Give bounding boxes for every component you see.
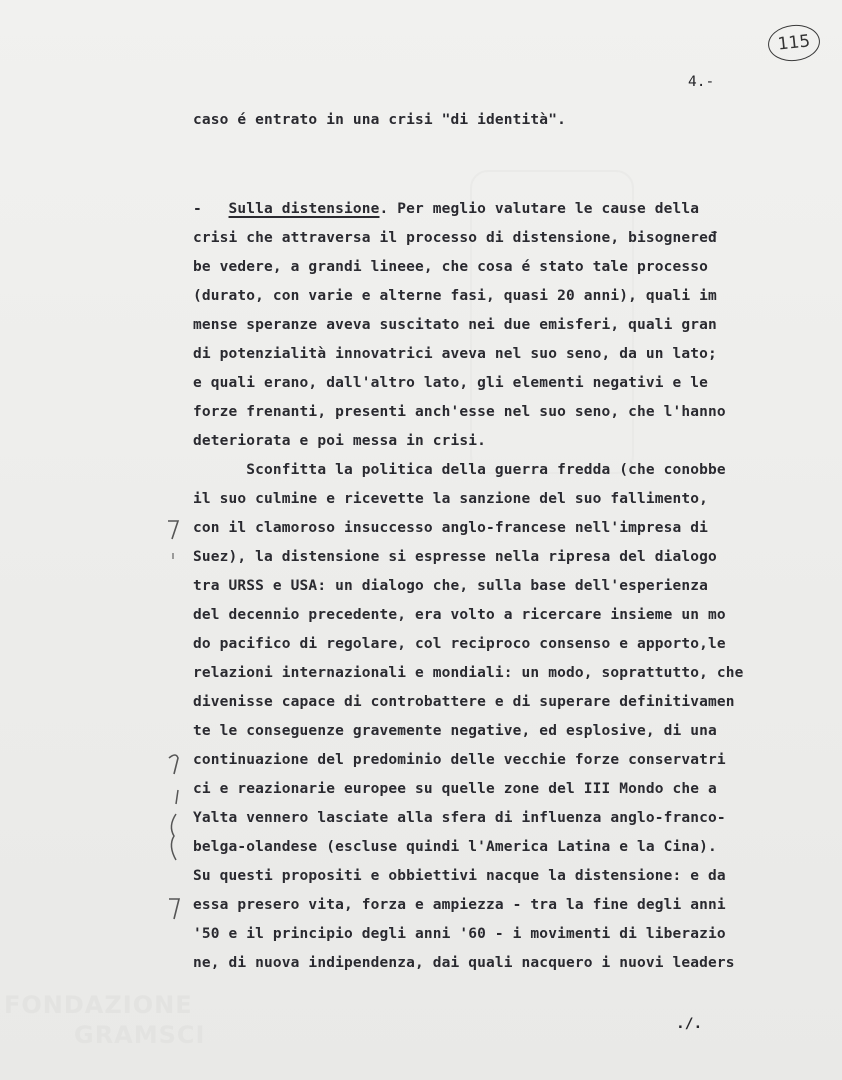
- text-line: '50 e il principio degli anni '60 - i movimenti di liberazio: [193, 926, 726, 942]
- text-line: con il clamoroso insuccesso anglo-francese nell'impresa di: [193, 520, 709, 536]
- text-line: Su questi propositi e obbiettivi nacque la distensione: e da: [193, 868, 726, 884]
- page-number: 4.-: [688, 74, 715, 90]
- text-line: tra URSS e USA: un dialogo che, sulla base dell'esperienza: [193, 578, 709, 594]
- text-line: ci e reazionarie europee su quelle zone del III Mondo che a: [193, 781, 717, 797]
- text-line: forze frenanti, presenti anch'esse nel suo seno, che l'hanno: [193, 404, 726, 420]
- text-line: divenisse capace di controbattere e di superare definitivamen: [193, 694, 735, 710]
- continued-marker: ./.: [676, 1016, 703, 1032]
- section-heading-line: [193, 201, 699, 217]
- fondazione-gramsci-watermark: [4, 990, 204, 1050]
- text-line: e quali erano, dall'altro lato, gli elementi negativi e le: [193, 375, 709, 391]
- text-line: be vedere, a grandi lineee, che cosa é stato tale processo: [193, 259, 709, 275]
- text-line: il suo culmine e ricevette la sanzione del suo fallimento,: [193, 491, 709, 507]
- text-line: Yalta vennero lasciate alla sfera di influenza anglo-franco-: [193, 810, 726, 826]
- margin-bracket-mark: [164, 750, 184, 866]
- text-line: do pacifico di regolare, col reciproco consenso e apporto,le: [193, 636, 726, 652]
- heading-dash: -: [193, 201, 229, 217]
- archive-page-number-circled: 115: [766, 22, 821, 63]
- text-line: del decennio precedente, era volto a ricercare insieme un mo: [193, 607, 726, 623]
- text-line: continuazione del predominio delle vecchie forze conservatri: [193, 752, 726, 768]
- text-line: belga-olandese (escluse quindi l'America Latina e la Cina).: [193, 839, 717, 855]
- text-line: essa presero vita, forza e ampiezza - tra la fine degli anni: [193, 897, 726, 913]
- text-line: ne, di nuova indipendenza, dai quali nacquero i nuovi leaders: [193, 955, 735, 971]
- text-line: Suez), la distensione si espresse nella ripresa del dialogo: [193, 549, 717, 565]
- margin-annotation-mark: [164, 515, 184, 561]
- text-line: (durato, con varie e alterne fasi, quasi 20 anni), quali im: [193, 288, 717, 304]
- text-line: di potenzialità innovatrici aveva nel suo seno, da un lato;: [193, 346, 717, 362]
- heading-rest: . Per meglio valutare le cause della: [379, 201, 700, 217]
- text-line: relazioni internazionali e mondiali: un modo, soprattutto, che: [193, 665, 744, 681]
- text-line: deteriorata e poi messa in crisi.: [193, 433, 487, 449]
- text-line: te le conseguenze gravemente negative, ed esplosive, di una: [193, 723, 717, 739]
- watermark-line-1: FONDAZIONE: [4, 991, 193, 1019]
- text-line: crisi che attraversa il processo di distensione, bisogneređ: [193, 230, 717, 246]
- paragraph-start-line: Sconfitta la politica della guerra fredda (che conobbe: [193, 462, 726, 478]
- watermark-line-2: GRAMSCI: [74, 1021, 206, 1049]
- text-line: caso é entrato in una crisi "di identità".: [193, 112, 566, 128]
- margin-annotation-mark: [166, 893, 186, 923]
- text-line: mense speranze aveva suscitato nei due emisferi, quali gran: [193, 317, 717, 333]
- section-heading: Sulla distensione: [228, 201, 380, 217]
